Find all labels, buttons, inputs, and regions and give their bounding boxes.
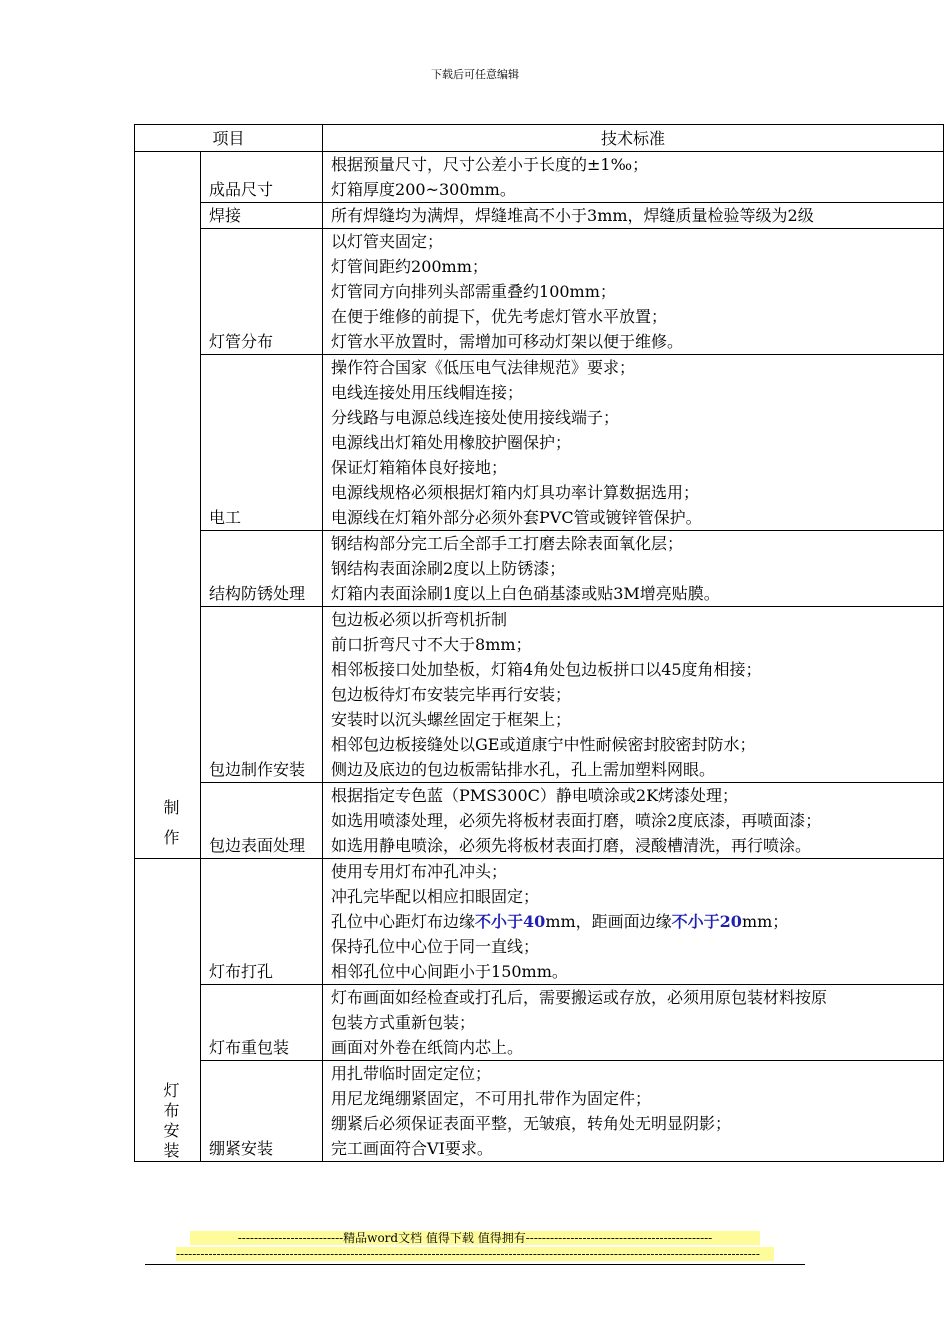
standard-cell: 使用专用灯布冲孔冲头； 冲孔完毕配以相应扣眼固定； 孔位中心距灯布边缘不小于40mm，距画面边缘不小于20mm； 保持孔位中心位于同一直线； 相邻孔位中心间距小于150mm。	[323, 859, 944, 985]
item-label: 包边表面处理	[201, 783, 323, 859]
table-row	[135, 531, 944, 607]
hole-margin-line: 孔位中心距灯布边缘不小于40mm，距画面边缘不小于20mm；	[331, 912, 789, 931]
standard-cell: 以灯管夹固定； 灯管间距约200mm； 灯管同方向排列头部需重叠约100mm； 在便于维修的前提下，优先考虑灯管水平放置； 灯管水平放置时，需增加可移动灯架以便于维修。	[323, 229, 944, 355]
standard-cell: 根据指定专色蓝（PMS300C）静电喷涂或2K烤漆处理； 如选用喷漆处理，必须先将板材表面打磨，喷涂2度底漆，再喷面漆； 如选用静电喷涂，必须先将板材表面打磨，浸酸槽清洗，再行喷涂。	[323, 783, 944, 859]
table-header-row	[135, 125, 944, 152]
item-label: 成品尺寸	[201, 152, 323, 203]
table-row	[135, 203, 944, 229]
standard-cell: 操作符合国家《低压电气法律规范》要求； 电线连接处用压线帽连接； 分线路与电源总线连接处使用接线端子； 电源线出灯箱处用橡胶护圈保护； 保证灯箱箱体良好接地； 电源线规格必须根据灯箱内灯具功率计算数据选用； 电源线在灯箱外部分必须外套PVC管或镀锌管保护。	[323, 355, 944, 531]
header-item: 项目	[135, 125, 323, 152]
table-row	[135, 985, 944, 1061]
standard-cell: 灯布画面如经检查或打孔后，需要搬运或存放，必须用原包装材料按原 包装方式重新包装； 画面对外卷在纸筒内芯上。	[323, 985, 944, 1061]
table-row	[135, 1061, 944, 1162]
standard-cell: 包边板必须以折弯机折制 前口折弯尺寸不大于8mm； 相邻板接口处加垫板，灯箱4角处包边板拼口以45度角相接； 包边板待灯布安装完毕再行安装； 安装时以沉头螺丝固定于框架上； 相邻包边板接缝处以GE或道康宁中性耐候密封胶密封防水； 侧边及底边的包边板需钻排水孔，孔上需加塑料网眼。	[323, 607, 944, 783]
highlight-min-40: 不小于40	[475, 912, 546, 931]
header-standard: 技术标准	[323, 125, 944, 152]
footer-rule	[145, 1264, 805, 1265]
standard-cell: 根据预量尺寸，尺寸公差小于长度的±1‰； 灯箱厚度200~300mm。	[323, 152, 944, 203]
header-note: 下载后可任意编辑	[431, 68, 519, 81]
item-label: 结构防锈处理	[201, 531, 323, 607]
item-label: 灯管分布	[201, 229, 323, 355]
group-label-installation: 灯 布 安 装	[135, 859, 201, 1162]
item-label: 焊接	[201, 203, 323, 229]
standard-cell: 钢结构部分完工后全部手工打磨去除表面氧化层； 钢结构表面涂刷2度以上防锈漆； 灯箱内表面涂刷1度以上白色硝基漆或贴3M增亮贴膜。	[323, 531, 944, 607]
table-row	[135, 152, 944, 203]
item-label: 电工	[201, 355, 323, 531]
standard-cell: 用扎带临时固定定位； 用尼龙绳绷紧固定，不可用扎带作为固定件； 绷紧后必须保证表面平整，无皱痕，转角处无明显阴影； 完工画面符合VI要求。	[323, 1061, 944, 1162]
group-label-fabrication: 制 作	[135, 152, 201, 859]
table-row	[135, 355, 944, 531]
technical-standard-table	[134, 124, 944, 1162]
item-label: 包边制作安装	[201, 607, 323, 783]
item-label: 绷紧安装	[201, 1061, 323, 1162]
standard-cell: 所有焊缝均为满焊，焊缝堆高不小于3mm，焊缝质量检验等级为2级	[323, 203, 944, 229]
item-label: 灯布重包装	[201, 985, 323, 1061]
table-row	[135, 859, 944, 985]
table-row	[135, 783, 944, 859]
table-row	[135, 607, 944, 783]
highlight-min-20: 不小于20	[671, 912, 742, 931]
table-row	[135, 229, 944, 355]
item-label: 灯布打孔	[201, 859, 323, 985]
footer-dash-line: ------------------------------------------------------------------------------------------------------------------------------------------------	[176, 1247, 774, 1261]
footer-banner: --------------------------精品word文档 值得下载 值得拥有----------------------------------------------	[190, 1231, 760, 1245]
